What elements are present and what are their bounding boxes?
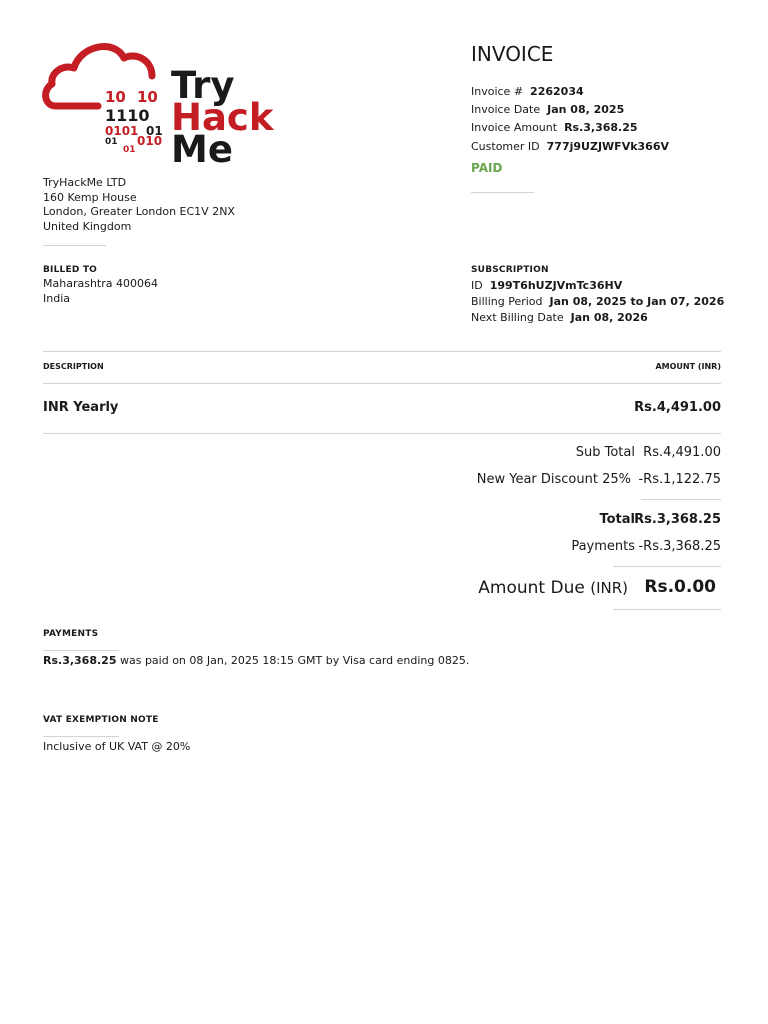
binary-digits: 0101 [105,124,139,138]
company-name: TryHackMe LTD [43,176,127,189]
logo-text-try: Try [171,64,235,107]
invoice-number-row [471,85,584,99]
binary-digits: 1110 [105,106,150,125]
divider [43,736,119,737]
customer-id: 777j9UZJWFVk366V [546,140,669,153]
invoice-date-row [471,103,624,117]
binary-digits: 10 [105,88,126,106]
billed-to-block [43,265,158,306]
company-address [43,176,235,234]
amount-due-label [478,578,628,598]
binary-digits: 01 [105,137,118,147]
payments-value: -Rs.3,368.25 [638,539,721,554]
table-header-border [43,383,721,384]
invoice-date: Jan 08, 2025 [547,103,625,116]
invoice-amount: Rs.3,368.25 [564,121,638,134]
divider [613,609,721,610]
total-value: Rs.3,368.25 [634,512,721,527]
subscription-id: 199T6hUZJVmTc36HV [489,279,623,292]
subtotal-value: Rs.4,491.00 [643,445,721,460]
total-label: Total [599,512,635,527]
customer-id-label: Customer ID [471,140,540,153]
company-country: United Kingdom [43,219,132,233]
invoice-date-label: Invoice Date [471,103,541,116]
amount-due-text: Amount Due [478,578,585,598]
divider [43,650,119,651]
amount-due-currency: (INR) [590,579,628,597]
amount-due-value: Rs.0.00 [644,577,716,597]
company-address-line: London, Greater London EC1V 2NX [43,205,235,218]
next-billing-label: Next Billing Date [471,311,564,324]
next-billing-row [471,311,648,325]
divider [471,192,534,193]
billing-period-row [471,295,724,309]
line-item-amount: Rs.4,491.00 [634,400,721,415]
binary-digits: 010 [137,134,163,148]
discount-value: -Rs.1,122.75 [638,472,721,487]
billed-to-heading: BILLED TO [43,265,98,275]
billing-period-label: Billing Period [471,295,543,308]
logo-text-me: Me [171,128,233,171]
subscription-block [471,265,549,275]
subscription-id-label: ID [471,279,483,292]
billed-to-line: Maharashtra 400064 [43,277,158,290]
description-column-header: DESCRIPTION [43,362,104,371]
payments-heading: PAYMENTS [43,629,99,639]
binary-digits: 10 [137,88,158,106]
amount-column-header: AMOUNT (INR) [655,362,721,371]
logo-text-hack: Hack [171,96,274,139]
divider [43,245,106,246]
table-row-border [43,433,721,434]
invoice-amount-row [471,121,638,135]
billed-to-line: India [43,291,70,305]
payments-label: Payments [571,539,635,554]
subscription-heading: SUBSCRIPTION [471,265,549,275]
discount-label: New Year Discount 25% [476,472,631,487]
billing-period: Jan 08, 2025 to Jan 07, 2026 [549,295,725,308]
vat-note: Inclusive of UK VAT @ 20% [43,740,191,753]
payment-details: was paid on 08 Jan, 2025 18:15 GMT by Visa card ending 0825. [116,654,470,667]
invoice-number: 2262034 [530,85,584,98]
line-item-description: INR Yearly [43,400,119,415]
table-top-border [43,351,721,352]
invoice-number-label: Invoice # [471,85,524,98]
payment-amount: Rs.3,368.25 [43,654,117,667]
invoice-title: INVOICE [471,42,554,66]
payment-note [43,654,469,669]
next-billing-date: Jan 08, 2026 [570,311,648,324]
company-logo [40,38,276,171]
divider [613,566,721,567]
binary-digits: 01 [123,145,136,155]
subtotal-label: Sub Total [575,445,635,460]
subscription-id-row [471,279,622,293]
divider [641,499,721,500]
binary-digits: 01 [146,124,163,138]
invoice-amount-label: Invoice Amount [471,121,558,134]
customer-id-row [471,140,669,154]
vat-heading: VAT EXEMPTION NOTE [43,715,159,725]
status-badge: PAID [471,161,503,175]
company-address-line: 160 Kemp House [43,190,137,204]
